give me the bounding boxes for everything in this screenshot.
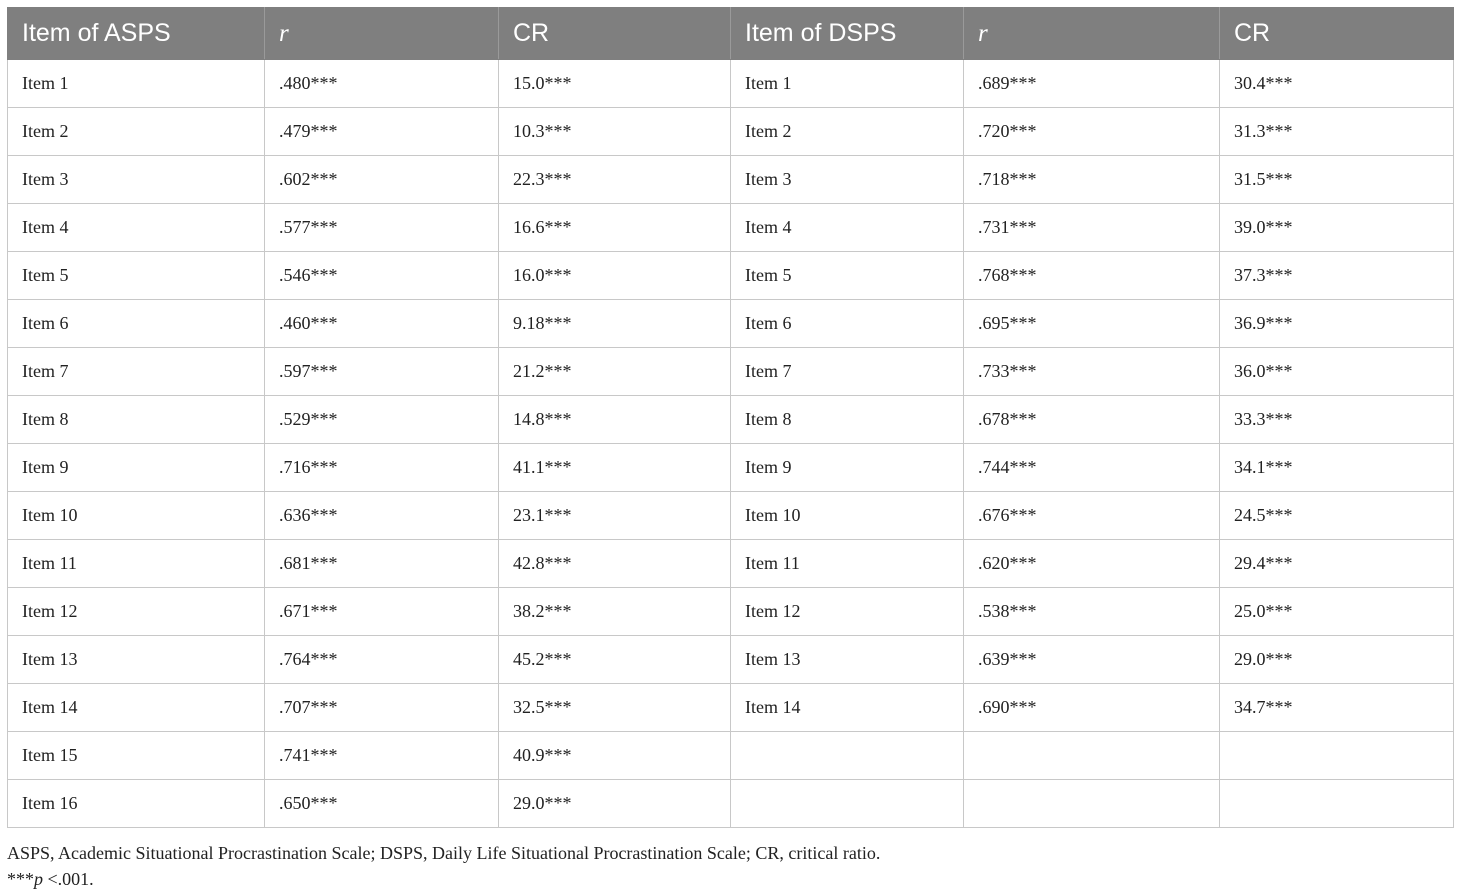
cell-item-asps: Item 15: [8, 732, 265, 780]
cell-item-asps: Item 6: [8, 300, 265, 348]
table-row: [8, 156, 1454, 204]
cell-r-asps: .764***: [265, 636, 499, 684]
cell-cr-dsps: [1220, 780, 1454, 828]
cell-item-dsps: Item 8: [731, 396, 964, 444]
cell-r-dsps: .676***: [964, 492, 1220, 540]
cell-r-asps: .716***: [265, 444, 499, 492]
cell-r-dsps: .689***: [964, 60, 1220, 108]
cell-item-dsps: Item 14: [731, 684, 964, 732]
cell-item-asps: Item 16: [8, 780, 265, 828]
cell-item-dsps: Item 5: [731, 252, 964, 300]
table-row: [8, 204, 1454, 252]
table-footnote: [7, 840, 880, 892]
header-cr-asps: CR: [499, 8, 731, 60]
cell-cr-dsps: 31.3***: [1220, 108, 1454, 156]
cell-item-dsps: Item 4: [731, 204, 964, 252]
cell-cr-dsps: 39.0***: [1220, 204, 1454, 252]
cell-r-dsps: .538***: [964, 588, 1220, 636]
cell-item-dsps: Item 3: [731, 156, 964, 204]
cell-cr-asps: 14.8***: [499, 396, 731, 444]
cell-item-asps: Item 9: [8, 444, 265, 492]
cell-r-asps: .602***: [265, 156, 499, 204]
cell-cr-asps: 10.3***: [499, 108, 731, 156]
cell-item-asps: Item 13: [8, 636, 265, 684]
cell-r-dsps: .695***: [964, 300, 1220, 348]
cell-item-asps: Item 8: [8, 396, 265, 444]
header-r-dsps: r: [964, 8, 1220, 60]
table-row: [8, 396, 1454, 444]
cell-r-asps: .650***: [265, 780, 499, 828]
cell-item-asps: Item 5: [8, 252, 265, 300]
cell-cr-asps: 21.2***: [499, 348, 731, 396]
cell-r-dsps: .620***: [964, 540, 1220, 588]
cell-r-asps: .707***: [265, 684, 499, 732]
cell-item-asps: Item 2: [8, 108, 265, 156]
cell-item-asps: Item 3: [8, 156, 265, 204]
cell-item-asps: Item 11: [8, 540, 265, 588]
table-row: [8, 492, 1454, 540]
cell-cr-asps: 45.2***: [499, 636, 731, 684]
cell-cr-dsps: 24.5***: [1220, 492, 1454, 540]
table-row: [8, 300, 1454, 348]
cell-r-dsps: .768***: [964, 252, 1220, 300]
cell-r-asps: .480***: [265, 60, 499, 108]
table-row: [8, 732, 1454, 780]
cell-item-asps: Item 1: [8, 60, 265, 108]
cell-r-asps: .577***: [265, 204, 499, 252]
cell-item-dsps: Item 2: [731, 108, 964, 156]
table-header: [8, 8, 1454, 60]
cell-r-asps: .546***: [265, 252, 499, 300]
cell-r-asps: .479***: [265, 108, 499, 156]
cell-cr-asps: 41.1***: [499, 444, 731, 492]
cell-cr-asps: 9.18***: [499, 300, 731, 348]
header-r-asps: r: [265, 8, 499, 60]
cell-r-asps: .460***: [265, 300, 499, 348]
cell-cr-asps: 16.6***: [499, 204, 731, 252]
cell-r-asps: .741***: [265, 732, 499, 780]
table-row: [8, 252, 1454, 300]
significance-stars: ***: [7, 869, 34, 889]
table-row: [8, 540, 1454, 588]
cell-r-asps: .529***: [265, 396, 499, 444]
cell-cr-asps: 42.8***: [499, 540, 731, 588]
cell-cr-dsps: 36.0***: [1220, 348, 1454, 396]
cell-cr-asps: 32.5***: [499, 684, 731, 732]
cell-cr-dsps: 25.0***: [1220, 588, 1454, 636]
header-row: [8, 8, 1454, 60]
cell-cr-dsps: 34.1***: [1220, 444, 1454, 492]
header-item-asps: Item of ASPS: [8, 8, 265, 60]
cell-cr-asps: 15.0***: [499, 60, 731, 108]
significance-threshold: <.001.: [43, 869, 94, 889]
results-table-container: [7, 7, 1453, 828]
footnote-abbreviations: ASPS, Academic Situational Procrastination Scale; DSPS, Daily Life Situational Procrastination Scale; CR, critical ratio.: [7, 843, 881, 863]
table-body: [8, 60, 1454, 828]
cell-item-dsps: Item 13: [731, 636, 964, 684]
cell-r-asps: .636***: [265, 492, 499, 540]
table-row: [8, 108, 1454, 156]
cell-item-asps: Item 10: [8, 492, 265, 540]
cell-item-asps: Item 14: [8, 684, 265, 732]
table-row: [8, 348, 1454, 396]
header-item-dsps: Item of DSPS: [731, 8, 964, 60]
cell-cr-asps: 22.3***: [499, 156, 731, 204]
cell-item-dsps: [731, 780, 964, 828]
cell-item-dsps: Item 7: [731, 348, 964, 396]
cell-r-dsps: .733***: [964, 348, 1220, 396]
table-row: [8, 60, 1454, 108]
cell-item-dsps: Item 10: [731, 492, 964, 540]
cell-item-dsps: [731, 732, 964, 780]
cell-cr-dsps: 31.5***: [1220, 156, 1454, 204]
cell-item-dsps: Item 12: [731, 588, 964, 636]
item-correlation-table: [7, 7, 1454, 828]
cell-r-dsps: .720***: [964, 108, 1220, 156]
cell-r-dsps: .690***: [964, 684, 1220, 732]
significance-p: p: [34, 869, 43, 889]
cell-cr-dsps: 36.9***: [1220, 300, 1454, 348]
cell-cr-asps: 29.0***: [499, 780, 731, 828]
table-row: [8, 684, 1454, 732]
cell-r-dsps: .639***: [964, 636, 1220, 684]
cell-r-dsps: .718***: [964, 156, 1220, 204]
cell-cr-dsps: 29.4***: [1220, 540, 1454, 588]
cell-cr-dsps: 37.3***: [1220, 252, 1454, 300]
header-cr-dsps: CR: [1220, 8, 1454, 60]
cell-item-dsps: Item 1: [731, 60, 964, 108]
cell-cr-asps: 40.9***: [499, 732, 731, 780]
cell-cr-dsps: 29.0***: [1220, 636, 1454, 684]
cell-item-asps: Item 4: [8, 204, 265, 252]
cell-cr-asps: 38.2***: [499, 588, 731, 636]
cell-item-dsps: Item 11: [731, 540, 964, 588]
cell-r-dsps: .744***: [964, 444, 1220, 492]
cell-r-dsps: .731***: [964, 204, 1220, 252]
table-row: [8, 444, 1454, 492]
cell-r-asps: .597***: [265, 348, 499, 396]
cell-cr-asps: 23.1***: [499, 492, 731, 540]
cell-item-asps: Item 12: [8, 588, 265, 636]
cell-r-dsps: [964, 732, 1220, 780]
cell-item-asps: Item 7: [8, 348, 265, 396]
cell-cr-dsps: 33.3***: [1220, 396, 1454, 444]
table-row: [8, 780, 1454, 828]
cell-r-asps: .671***: [265, 588, 499, 636]
cell-r-asps: .681***: [265, 540, 499, 588]
cell-item-dsps: Item 9: [731, 444, 964, 492]
cell-cr-dsps: 30.4***: [1220, 60, 1454, 108]
cell-cr-dsps: 34.7***: [1220, 684, 1454, 732]
footnote-significance: [7, 866, 880, 892]
table-row: [8, 588, 1454, 636]
cell-r-dsps: [964, 780, 1220, 828]
cell-r-dsps: .678***: [964, 396, 1220, 444]
table-row: [8, 636, 1454, 684]
cell-cr-asps: 16.0***: [499, 252, 731, 300]
cell-item-dsps: Item 6: [731, 300, 964, 348]
cell-cr-dsps: [1220, 732, 1454, 780]
